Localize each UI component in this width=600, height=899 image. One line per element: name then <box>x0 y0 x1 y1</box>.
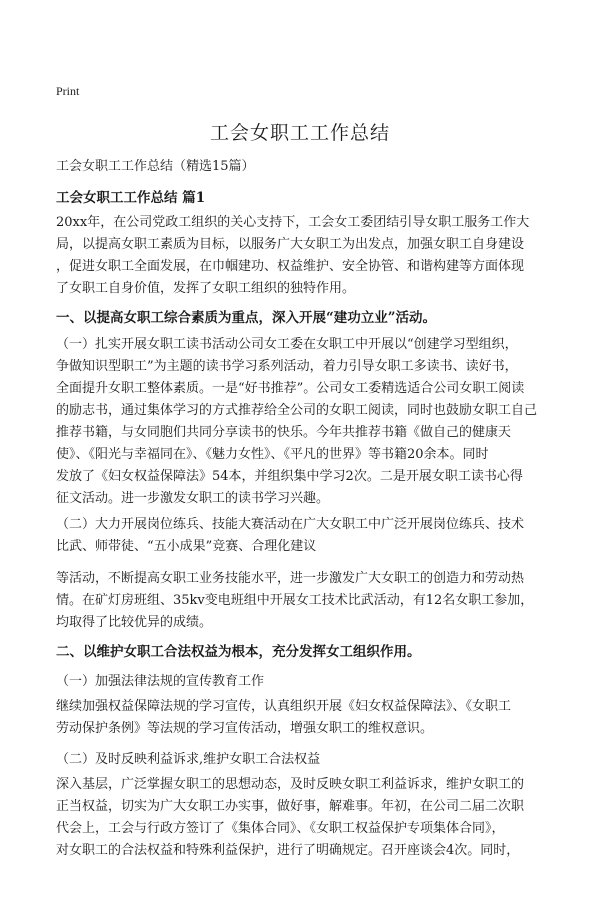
section-2-item-1-body <box>56 696 552 740</box>
paragraph-line: 等活动，不断提高女职工业务技能水平，进一步激发广大女职工的创造力和劳动热 <box>56 571 525 586</box>
section-1-item-1 <box>56 334 552 510</box>
paragraph-line: 劳动保护条例》等法规的学习宣传活动，增强女职工的维权意识。 <box>56 721 434 736</box>
paragraph-line: 情。在矿灯房班组、35kv变电班组中开展女工技术比武活动，有12名女职工参加， <box>56 593 534 608</box>
paragraph-line: 20xx年，在公司党政工组织的关心支持下，工会女工委团结引导女职工服务工作大 <box>56 215 530 230</box>
paragraph-line: 深入基层，广泛掌握女职工的思想动态，及时反映女职工利益诉求，维护女职工的 <box>56 777 525 792</box>
section-1-heading: 一、以提高女职工综合素质为重点，深入开展“建功立业”活动。 <box>56 310 437 326</box>
article-heading: 工会女职工工作总结 篇1 <box>56 190 206 206</box>
intro-paragraph <box>56 212 552 300</box>
paragraph-line: 发放了《妇女权益保障法》54本，并组织集中学习2次。二是开展女职工读书心得 <box>56 469 523 484</box>
paragraph-line: 比武、师带徒、“五小成果”竞赛、合理化建议 <box>56 539 317 554</box>
paragraph-line: 全面提升女职工整体素质。一是“好书推荐”。公司女工委精选适合公司女职工阅读 <box>56 381 525 396</box>
document-title: 工会女职工工作总结 <box>209 122 390 144</box>
document-subtitle: 工会女职工工作总结（精选15篇） <box>56 159 255 174</box>
paragraph-line: 推荐书籍，与女同胞们共同分享读书的快乐。今年共推荐书籍《做自己的健康天 <box>56 425 512 440</box>
paragraph-line: 均取得了比较优异的成绩。 <box>56 615 213 630</box>
section-1-item-2 <box>56 514 552 558</box>
paragraph-line: 对女职工的合法权益和特殊利益保护，进行了明确规定。召开座谈会4次。同时， <box>56 843 520 858</box>
paragraph-line: 了女职工自身价值，发挥了女职工组织的独特作用。 <box>56 281 356 296</box>
section-2-item-1-title: （一）加强法律法规的宣传教育工作 <box>56 674 265 689</box>
paragraph-line: 的励志书，通过集体学习的方式推荐给全公司的女职工阅读，同时也鼓励女职工自己 <box>56 403 538 418</box>
paragraph-line: 争做知识型职工”为主题的读书学习系列活动，着力引导女职工多读书、读好书， <box>56 359 518 374</box>
section-1-item-2-continued <box>56 568 552 634</box>
print-link[interactable]: Print <box>56 84 80 98</box>
paragraph-line: （一）扎实开展女职工读书活动公司女工委在女职工中开展以“创建学习型组织， <box>56 337 518 352</box>
paragraph-line: 代会上，工会与行政方签订了《集体合同》、《女职工权益保护专项集体合同》， <box>56 821 505 836</box>
paragraph-line: （二）大力开展岗位练兵、技能大赛活动在广大女职工中广泛开展岗位练兵、技术 <box>56 517 525 532</box>
paragraph-line: 正当权益，切实为广大女职工办实事，做好事，解难事。年初，在公司二届二次职 <box>56 799 525 814</box>
paragraph-line: 继续加强权益保障法规的学习宣传，认真组织开展《妇女权益保障法》、《女职工 <box>56 699 512 714</box>
section-2-heading: 二、以维护女职工合法权益为根本，充分发挥女工组织作用。 <box>56 644 421 660</box>
paragraph-line: 使》、《阳光与幸福同在》、《魅力女性》、《平凡的世界》等书籍20余本。同时 <box>56 447 489 462</box>
paragraph-line: 征文活动。进一步激发女职工的读书学习兴趣。 <box>56 491 330 506</box>
paragraph-line: ，促进女职工全面发展，在巾帼建功、权益维护、安全协管、和谐构建等方面体现 <box>56 259 525 274</box>
section-2-item-2-body <box>56 774 552 862</box>
section-2-item-2-title: （二）及时反映利益诉求,维护女职工合法权益 <box>56 752 321 767</box>
paragraph-line: 局，以提高女职工素质为目标，以服务广大女职工为出发点，加强女职工自身建设 <box>56 237 525 252</box>
